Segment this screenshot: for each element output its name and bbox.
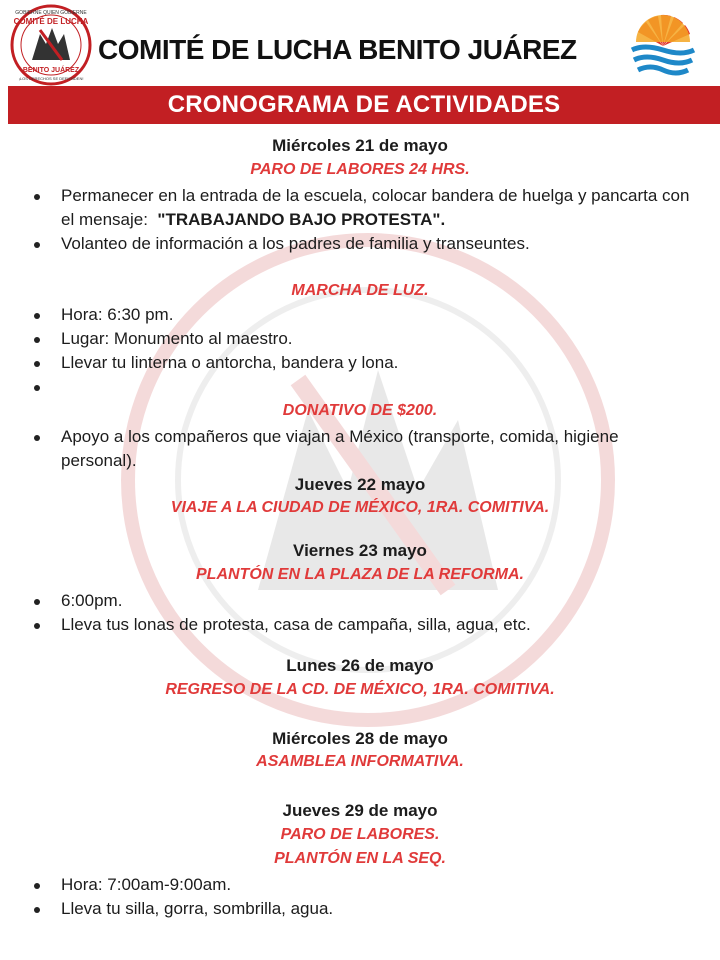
bullet-icon [34, 337, 40, 343]
day-heading-3: Viernes 23 mayo [293, 541, 427, 560]
logo-bottom-text: ¡LOS DERECHOS SE DEFIENDEN! [18, 76, 84, 81]
committee-logo [10, 4, 92, 86]
activity-title: PARO DE LABORES. [280, 826, 440, 843]
logo-top-text: GOBIERNE QUIEN GOBIERNE [15, 10, 87, 16]
title-banner [8, 86, 720, 124]
list-item [34, 873, 694, 897]
day-heading-4: Lunes 26 de mayo [286, 656, 434, 675]
bullet-icon [34, 599, 40, 605]
banner-title: CRONOGRAMA DE ACTIVIDADES [167, 91, 561, 118]
activity-title: PLANTÓN EN LA PLAZA DE LA REFORMA. [196, 566, 524, 583]
bullet-icon [34, 242, 40, 248]
bullet-icon [34, 883, 40, 889]
list-item [34, 589, 694, 613]
state-emblem-icon [624, 6, 702, 82]
day-heading-5: Miércoles 28 de mayo [272, 729, 448, 748]
list-item-text: Lugar: Monumento al maestro. [61, 329, 293, 348]
activity-title: VIAJE A LA CIUDAD DE MÉXICO, 1RA. COMITIVA. [170, 499, 550, 516]
list-item-bold-text: "TRABAJANDO BAJO PROTESTA". [157, 210, 446, 229]
bullet-icon [34, 313, 40, 319]
page-title: COMITÉ DE LUCHA BENITO JUÁREZ [98, 34, 577, 65]
list-item [34, 303, 694, 327]
list-item-text: Lleva tus lonas de protesta, casa de campaña, silla, agua, etc. [61, 615, 531, 634]
list-item-text: Lleva tu silla, gorra, sombrilla, agua. [61, 899, 334, 918]
list-item-text: Apoyo a los compañeros que viajan a México (transporte, comida, higiene personal). [61, 427, 619, 470]
logo-name-bottom: BENITO JUÁREZ [22, 67, 80, 74]
list-item [34, 351, 694, 375]
bullet-icon [34, 361, 40, 367]
activity-title: ASAMBLEA INFORMATIVA. [256, 753, 464, 770]
day-heading-6: Jueves 29 de mayo [282, 801, 438, 820]
logo-name-top: COMITÉ DE LUCHA [13, 17, 89, 26]
bullet-icon [34, 385, 40, 391]
day-heading-1: Miércoles 21 de mayo [272, 136, 448, 155]
activity-title: PLANTÓN EN LA SEQ. [274, 850, 446, 867]
list-item [34, 327, 694, 351]
bullet-icon [34, 623, 40, 629]
list-item-text: Hora: 7:00am-9:00am. [61, 875, 232, 894]
activity-title: MARCHA DE LUZ. [291, 282, 429, 299]
list-item-text: Volanteo de información a los padres de familia y transeuntes. [61, 234, 530, 253]
list-item-text: 6:00pm. [61, 591, 123, 610]
bullet-icon [34, 435, 40, 441]
bullet-icon [34, 194, 40, 200]
list-item [34, 232, 694, 256]
list-item-text: Permanecer en la entrada de la escuela, colocar bandera de huelga y pancarta con el mensaje: [61, 186, 690, 229]
list-item [34, 425, 694, 473]
list-item-text: Llevar tu linterna o antorcha, bandera y lona. [61, 353, 399, 372]
list-item [34, 897, 694, 921]
bullet-icon [34, 907, 40, 913]
activity-title: PARO DE LABORES 24 HRS. [250, 161, 470, 178]
activity-title: DONATIVO DE $200. [282, 402, 438, 419]
list-item [34, 184, 694, 232]
list-item [34, 613, 694, 637]
activity-title: REGRESO DE LA CD. DE MÉXICO, 1RA. COMITIVA. [165, 681, 555, 698]
day-heading-2: Jueves 22 mayo [294, 475, 426, 494]
list-item-text: Hora: 6:30 pm. [61, 305, 174, 324]
